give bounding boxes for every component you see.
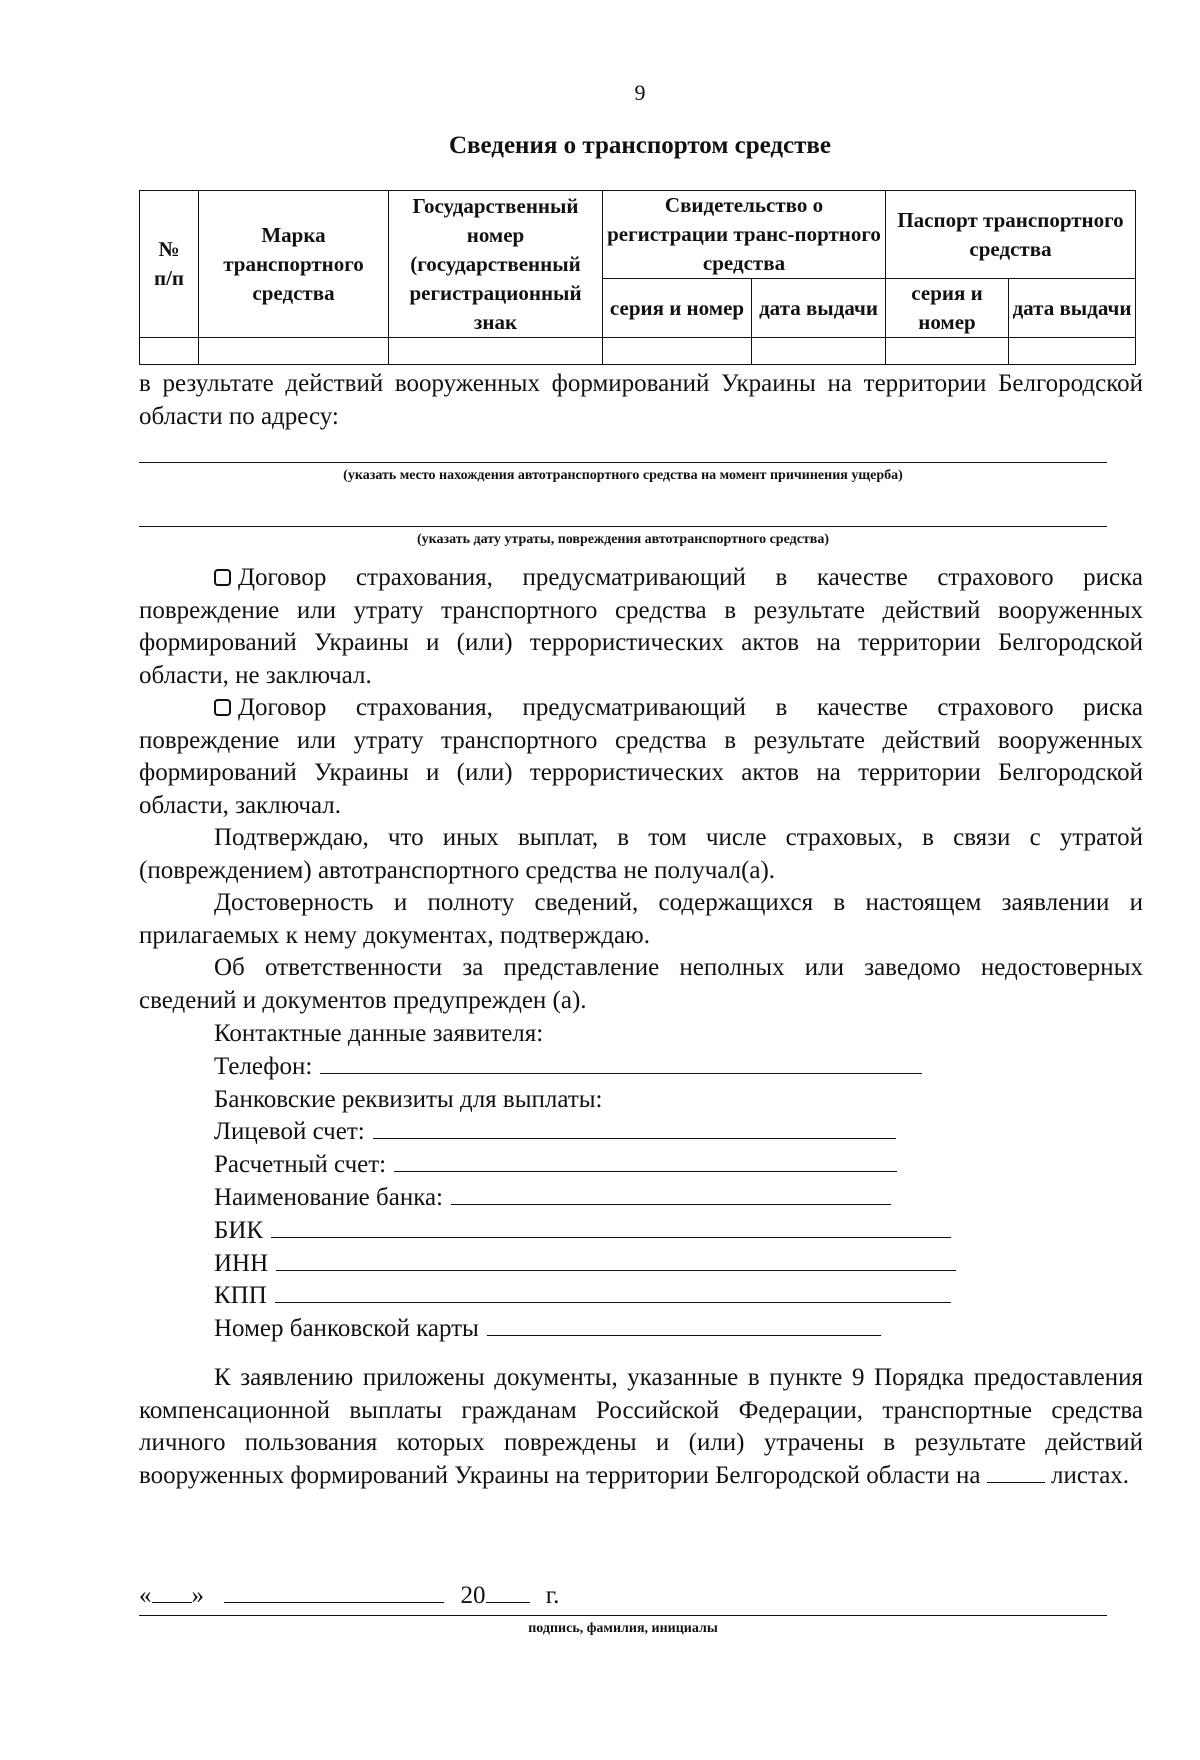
accuracy-statement: Достоверность и полноту сведений, содержащихся в настоящем заявлении и прилагаемых к нему документах, подтверждаю. [139,889,1143,949]
checkbox-icon[interactable] [214,699,231,716]
inn-field[interactable] [276,1248,956,1271]
table-cell[interactable] [199,338,389,365]
date-close-quote: » [191,1582,204,1609]
phone-label: Телефон: [214,1052,313,1080]
bank-details-heading: Банковские реквизиты для выплаты: [214,1085,603,1113]
settlement-account-label: Расчетный счет: [214,1151,387,1179]
header-registration-certificate: Свидетельство о регистрации транс-портного средства [603,191,886,279]
header-vehicle-brand: Марка транспортного средства [199,191,389,338]
year-suffix: г. [545,1582,560,1609]
insurance-option-not-concluded: Договор страхования, предусматривающий в качестве страхового риска повреждение или утрату транспортного средства в результате действий вооруженных формирований Украины и (или) террористических актов на территории Белгородской области, не заключал. [139,564,1143,689]
header-vehicle-passport: Паспорт транспортного средства [886,191,1136,279]
header-passport-series: серия и номер [886,279,1009,338]
header-cert-series: серия и номер [603,279,752,338]
table-row [140,338,1136,365]
responsibility-statement: Об ответственности за представление неполных или заведомо недостоверных сведений и документов предупрежден (а). [139,954,1143,1014]
table-cell[interactable] [886,338,1009,365]
header-row-number: № п/п [140,191,199,338]
personal-account-field[interactable] [373,1116,896,1139]
card-number-label: Номер банковской карты [214,1315,479,1343]
damage-date-hint: (указать дату утраты, повреждения автотранспортного средства) [416,532,830,547]
header-plate-number: Государственный номер (государственный регистрационный знак [389,191,603,338]
location-field[interactable] [139,462,1107,463]
header-cert-date: дата выдачи [752,279,886,338]
bik-field[interactable] [271,1215,951,1238]
attachments-block [139,1362,1143,1492]
checkbox-icon[interactable] [214,569,231,586]
table-cell[interactable] [389,338,603,365]
kpp-label: КПП [214,1282,267,1310]
date-line [139,1582,559,1610]
table-cell[interactable] [140,338,199,365]
inn-label: ИНН [214,1249,269,1277]
bank-name-label: Наименование банка: [214,1183,444,1211]
year-field[interactable] [486,1582,530,1603]
damage-date-field[interactable] [139,526,1107,527]
phone-field[interactable] [320,1051,922,1074]
month-field[interactable] [224,1582,444,1603]
table-cell[interactable] [603,338,752,365]
date-open-quote: « [139,1582,152,1609]
header-passport-date: дата выдачи [1009,279,1136,338]
table-cell[interactable] [1009,338,1136,365]
declarations-block [139,562,1143,1017]
kpp-field[interactable] [275,1280,951,1303]
table-cell[interactable] [752,338,886,365]
intro-text: в результате действий вооруженных формирований Украины на территории Белгородской области по адресу: [139,370,1143,430]
signature-hint: подпись, фамилия, инициалы [528,1621,718,1636]
no-other-payments-statement: Подтверждаю, что иных выплат, в том числе страховых, в связи с утратой (повреждением) автотранспортного средства не получал(а). [139,824,1143,884]
contacts-block [214,1018,956,1346]
signature-field[interactable] [139,1615,1107,1616]
year-prefix: 20 [460,1582,486,1609]
page-number: 9 [634,80,646,105]
personal-account-label: Лицевой счет: [214,1118,365,1146]
day-field[interactable] [152,1582,192,1603]
bik-label: БИК [214,1216,264,1244]
attachments-statement: К заявлению приложены документы, указанные в пункте 9 Порядка предоставления компенсационной выплаты гражданам Российской Федерации, транспортные средства личного пользования которых повреждены и (или) утрачены в результате действий вооруженных формирований Украины на территории Белгородской области на листах. [139,1364,1143,1489]
contacts-heading: Контактные данные заявителя: [214,1020,544,1047]
bank-name-field[interactable] [451,1182,891,1205]
vehicle-info-table [139,190,1136,365]
card-number-field[interactable] [487,1313,881,1336]
insurance-option-concluded: Договор страхования, предусматривающий в качестве страхового риска повреждение или утрату транспортного средства в результате действий вооруженных формирований Украины и (или) террористических актов на территории Белгородской области, заключал. [139,694,1143,819]
document-title: Сведения о транспортом средстве [448,132,831,159]
settlement-account-field[interactable] [394,1149,897,1172]
location-hint: (указать место нахождения автотранспортного средства на момент причинения ущерба) [343,468,903,483]
sheets-count-field[interactable] [987,1462,1045,1483]
